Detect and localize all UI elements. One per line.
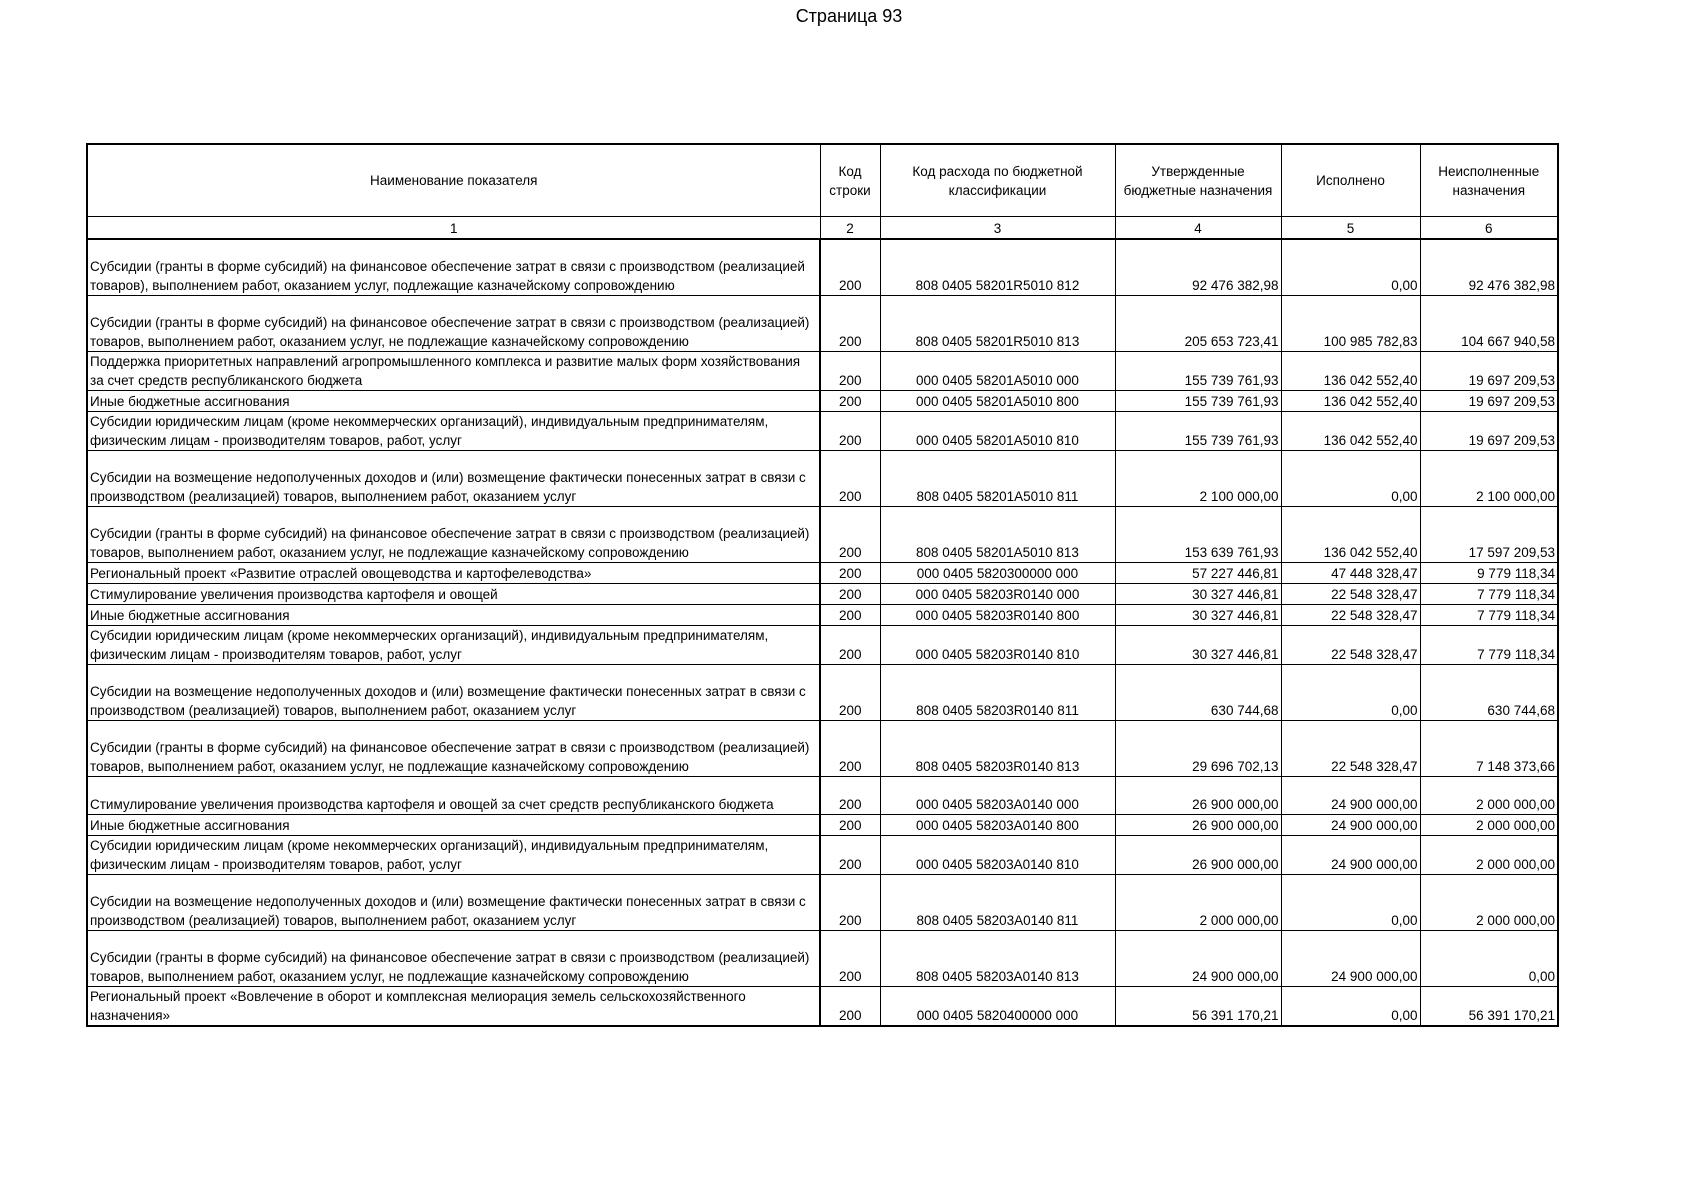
- table-row: [87, 721, 1558, 777]
- column-number: 4: [1115, 217, 1281, 240]
- row-executed-cell: 24 900 000,00: [1281, 931, 1420, 987]
- table-row: [87, 931, 1558, 987]
- table-row: [87, 507, 1558, 563]
- header-executed: Исполнено: [1281, 144, 1420, 217]
- row-classification-cell: 000 0405 58201A5010 000: [880, 352, 1115, 391]
- row-name-cell: Субсидии юридическим лицам (кроме некоммерческих организаций), индивидуальным предпринимателям, физическим лицам - производителям товаров, работ, услуг: [87, 836, 820, 875]
- row-code-cell: 200: [820, 987, 880, 1027]
- row-code-cell: 200: [820, 296, 880, 352]
- row-unexecuted-cell: 7 779 118,34: [1420, 584, 1558, 605]
- table-row: [87, 584, 1558, 605]
- row-approved-cell: 2 100 000,00: [1115, 451, 1281, 507]
- row-approved-cell: 630 744,68: [1115, 665, 1281, 721]
- row-approved-cell: 30 327 446,81: [1115, 584, 1281, 605]
- row-classification-cell: 808 0405 58201A5010 811: [880, 451, 1115, 507]
- row-code-cell: 200: [820, 352, 880, 391]
- row-name-cell: Иные бюджетные ассигнования: [87, 391, 820, 412]
- row-code-cell: 200: [820, 836, 880, 875]
- row-classification-cell: 000 0405 5820400000 000: [880, 987, 1115, 1027]
- table-row: [87, 451, 1558, 507]
- row-executed-cell: 0,00: [1281, 665, 1420, 721]
- row-code-cell: 200: [820, 777, 880, 815]
- row-executed-cell: 0,00: [1281, 987, 1420, 1027]
- row-classification-cell: 000 0405 58203R0140 810: [880, 626, 1115, 665]
- table-row: [87, 777, 1558, 815]
- row-classification-cell: 808 0405 58203R0140 813: [880, 721, 1115, 777]
- row-code-cell: 200: [820, 605, 880, 626]
- row-executed-cell: 136 042 552,40: [1281, 391, 1420, 412]
- row-approved-cell: 153 639 761,93: [1115, 507, 1281, 563]
- row-approved-cell: 30 327 446,81: [1115, 605, 1281, 626]
- row-approved-cell: 155 739 761,93: [1115, 412, 1281, 451]
- row-executed-cell: 136 042 552,40: [1281, 507, 1420, 563]
- table-row: [87, 296, 1558, 352]
- row-classification-cell: 000 0405 58201A5010 800: [880, 391, 1115, 412]
- row-name-cell: Субсидии (гранты в форме субсидий) на финансовое обеспечение затрат в связи с производством (реализацией) товаров, выполнением работ, оказанием услуг, не подлежащие казначейскому сопровождению: [87, 931, 820, 987]
- row-code-cell: 200: [820, 391, 880, 412]
- row-executed-cell: 0,00: [1281, 239, 1420, 296]
- row-approved-cell: 26 900 000,00: [1115, 836, 1281, 875]
- row-name-cell: Стимулирование увеличения производства картофеля и овощей за счет средств республиканского бюджета: [87, 777, 820, 815]
- row-classification-cell: 000 0405 58203A0140 000: [880, 777, 1115, 815]
- row-executed-cell: 100 985 782,83: [1281, 296, 1420, 352]
- row-unexecuted-cell: 7 148 373,66: [1420, 721, 1558, 777]
- row-approved-cell: 205 653 723,41: [1115, 296, 1281, 352]
- row-unexecuted-cell: 17 597 209,53: [1420, 507, 1558, 563]
- column-number: 1: [87, 217, 820, 240]
- row-classification-cell: 808 0405 58203A0140 811: [880, 875, 1115, 931]
- row-approved-cell: 155 739 761,93: [1115, 391, 1281, 412]
- row-unexecuted-cell: 56 391 170,21: [1420, 987, 1558, 1027]
- row-approved-cell: 155 739 761,93: [1115, 352, 1281, 391]
- row-name-cell: Субсидии юридическим лицам (кроме некоммерческих организаций), индивидуальным предпринимателям, физическим лицам - производителям товаров, работ, услуг: [87, 626, 820, 665]
- row-approved-cell: 26 900 000,00: [1115, 777, 1281, 815]
- table-row: [87, 665, 1558, 721]
- row-name-cell: Субсидии (гранты в форме субсидий) на финансовое обеспечение затрат в связи с производством (реализацией) товаров, выполнением работ, оказанием услуг, не подлежащие казначейскому сопровождению: [87, 296, 820, 352]
- row-approved-cell: 57 227 446,81: [1115, 563, 1281, 584]
- row-executed-cell: 22 548 328,47: [1281, 584, 1420, 605]
- row-classification-cell: 000 0405 58203A0140 810: [880, 836, 1115, 875]
- row-approved-cell: 24 900 000,00: [1115, 931, 1281, 987]
- row-code-cell: 200: [820, 412, 880, 451]
- table-row: [87, 815, 1558, 836]
- row-approved-cell: 29 696 702,13: [1115, 721, 1281, 777]
- row-code-cell: 200: [820, 451, 880, 507]
- row-unexecuted-cell: 19 697 209,53: [1420, 352, 1558, 391]
- column-number: 2: [820, 217, 880, 240]
- row-code-cell: 200: [820, 584, 880, 605]
- row-code-cell: 200: [820, 721, 880, 777]
- row-code-cell: 200: [820, 665, 880, 721]
- row-classification-cell: 000 0405 58203R0140 800: [880, 605, 1115, 626]
- table-row: [87, 563, 1558, 584]
- header-code: Код строки: [820, 144, 880, 217]
- table-row: [87, 987, 1558, 1027]
- row-code-cell: 200: [820, 815, 880, 836]
- table-row: [87, 391, 1558, 412]
- row-unexecuted-cell: 7 779 118,34: [1420, 605, 1558, 626]
- table-row: [87, 605, 1558, 626]
- row-unexecuted-cell: 9 779 118,34: [1420, 563, 1558, 584]
- row-name-cell: Субсидии юридическим лицам (кроме некоммерческих организаций), индивидуальным предпринимателям, физическим лицам - производителям товаров, работ, услуг: [87, 412, 820, 451]
- header-name: Наименование показателя: [87, 144, 820, 217]
- row-approved-cell: 30 327 446,81: [1115, 626, 1281, 665]
- row-classification-cell: 808 0405 58201A5010 813: [880, 507, 1115, 563]
- row-name-cell: Субсидии на возмещение недополученных доходов и (или) возмещение фактически понесенных затрат в связи с производством (реализацией) товаров, выполнением работ, оказанием услуг: [87, 451, 820, 507]
- row-classification-cell: 000 0405 58201A5010 810: [880, 412, 1115, 451]
- row-name-cell: Субсидии (гранты в форме субсидий) на финансовое обеспечение затрат в связи с производством (реализацией товаров), выполнением работ, оказанием услуг, подлежащие казначейскому сопровождению: [87, 239, 820, 296]
- row-executed-cell: 47 448 328,47: [1281, 563, 1420, 584]
- row-approved-cell: 56 391 170,21: [1115, 987, 1281, 1027]
- row-unexecuted-cell: 7 779 118,34: [1420, 626, 1558, 665]
- row-unexecuted-cell: 104 667 940,58: [1420, 296, 1558, 352]
- row-classification-cell: 808 0405 58203A0140 813: [880, 931, 1115, 987]
- column-number: 3: [880, 217, 1115, 240]
- row-classification-cell: 000 0405 5820300000 000: [880, 563, 1115, 584]
- column-number: 6: [1420, 217, 1558, 240]
- row-unexecuted-cell: 2 000 000,00: [1420, 875, 1558, 931]
- row-unexecuted-cell: 0,00: [1420, 931, 1558, 987]
- row-code-cell: 200: [820, 239, 880, 296]
- row-name-cell: Субсидии на возмещение недополученных доходов и (или) возмещение фактически понесенных затрат в связи с производством (реализацией) товаров, выполнением работ, оказанием услуг: [87, 875, 820, 931]
- row-classification-cell: 808 0405 58203R0140 811: [880, 665, 1115, 721]
- row-code-cell: 200: [820, 875, 880, 931]
- row-approved-cell: 2 000 000,00: [1115, 875, 1281, 931]
- row-executed-cell: 22 548 328,47: [1281, 605, 1420, 626]
- row-name-cell: Иные бюджетные ассигнования: [87, 815, 820, 836]
- column-numbers-row: [87, 217, 1558, 240]
- table-row: [87, 239, 1558, 296]
- row-executed-cell: 136 042 552,40: [1281, 352, 1420, 391]
- row-unexecuted-cell: 19 697 209,53: [1420, 412, 1558, 451]
- row-executed-cell: 24 900 000,00: [1281, 836, 1420, 875]
- header-row: [87, 144, 1558, 217]
- budget-execution-table: [86, 143, 1559, 1027]
- header-classification: Код расхода по бюджетной классификации: [880, 144, 1115, 217]
- header-approved: Утвержденные бюджетные назначения: [1115, 144, 1281, 217]
- column-number: 5: [1281, 217, 1420, 240]
- table-row: [87, 626, 1558, 665]
- table-row: [87, 352, 1558, 391]
- row-executed-cell: 22 548 328,47: [1281, 721, 1420, 777]
- table-row: [87, 412, 1558, 451]
- page-title: Страница 93: [795, 6, 903, 26]
- row-classification-cell: 808 0405 58201R5010 813: [880, 296, 1115, 352]
- row-classification-cell: 808 0405 58201R5010 812: [880, 239, 1115, 296]
- row-name-cell: Субсидии на возмещение недополученных доходов и (или) возмещение фактически понесенных затрат в связи с производством (реализацией) товаров, выполнением работ, оказанием услуг: [87, 665, 820, 721]
- row-unexecuted-cell: 2 000 000,00: [1420, 836, 1558, 875]
- row-unexecuted-cell: 2 100 000,00: [1420, 451, 1558, 507]
- row-name-cell: Иные бюджетные ассигнования: [87, 605, 820, 626]
- row-unexecuted-cell: 2 000 000,00: [1420, 777, 1558, 815]
- row-code-cell: 200: [820, 507, 880, 563]
- table-row: [87, 836, 1558, 875]
- row-unexecuted-cell: 630 744,68: [1420, 665, 1558, 721]
- header-unexecuted: Неисполненные назначения: [1420, 144, 1558, 217]
- row-classification-cell: 000 0405 58203A0140 800: [880, 815, 1115, 836]
- row-unexecuted-cell: 19 697 209,53: [1420, 391, 1558, 412]
- row-executed-cell: 24 900 000,00: [1281, 815, 1420, 836]
- row-approved-cell: 26 900 000,00: [1115, 815, 1281, 836]
- row-code-cell: 200: [820, 931, 880, 987]
- row-name-cell: Поддержка приоритетных направлений агропромышленного комплекса и развитие малых форм хозяйствования за счет средств республиканского бюджета: [87, 352, 820, 391]
- row-name-cell: Региональный проект «Развитие отраслей овощеводства и картофелеводства»: [87, 563, 820, 584]
- row-executed-cell: 0,00: [1281, 875, 1420, 931]
- row-unexecuted-cell: 2 000 000,00: [1420, 815, 1558, 836]
- row-name-cell: Региональный проект «Вовлечение в оборот и комплексная мелиорация земель сельскохозяйственного назначения»: [87, 987, 820, 1027]
- row-name-cell: Субсидии (гранты в форме субсидий) на финансовое обеспечение затрат в связи с производством (реализацией) товаров, выполнением работ, оказанием услуг, не подлежащие казначейскому сопровождению: [87, 721, 820, 777]
- row-classification-cell: 000 0405 58203R0140 000: [880, 584, 1115, 605]
- table-row: [87, 875, 1558, 931]
- row-executed-cell: 0,00: [1281, 451, 1420, 507]
- row-name-cell: Субсидии (гранты в форме субсидий) на финансовое обеспечение затрат в связи с производством (реализацией) товаров, выполнением работ, оказанием услуг, не подлежащие казначейскому сопровождению: [87, 507, 820, 563]
- row-executed-cell: 136 042 552,40: [1281, 412, 1420, 451]
- row-executed-cell: 22 548 328,47: [1281, 626, 1420, 665]
- row-executed-cell: 24 900 000,00: [1281, 777, 1420, 815]
- row-name-cell: Стимулирование увеличения производства картофеля и овощей: [87, 584, 820, 605]
- row-code-cell: 200: [820, 626, 880, 665]
- row-approved-cell: 92 476 382,98: [1115, 239, 1281, 296]
- row-unexecuted-cell: 92 476 382,98: [1420, 239, 1558, 296]
- row-code-cell: 200: [820, 563, 880, 584]
